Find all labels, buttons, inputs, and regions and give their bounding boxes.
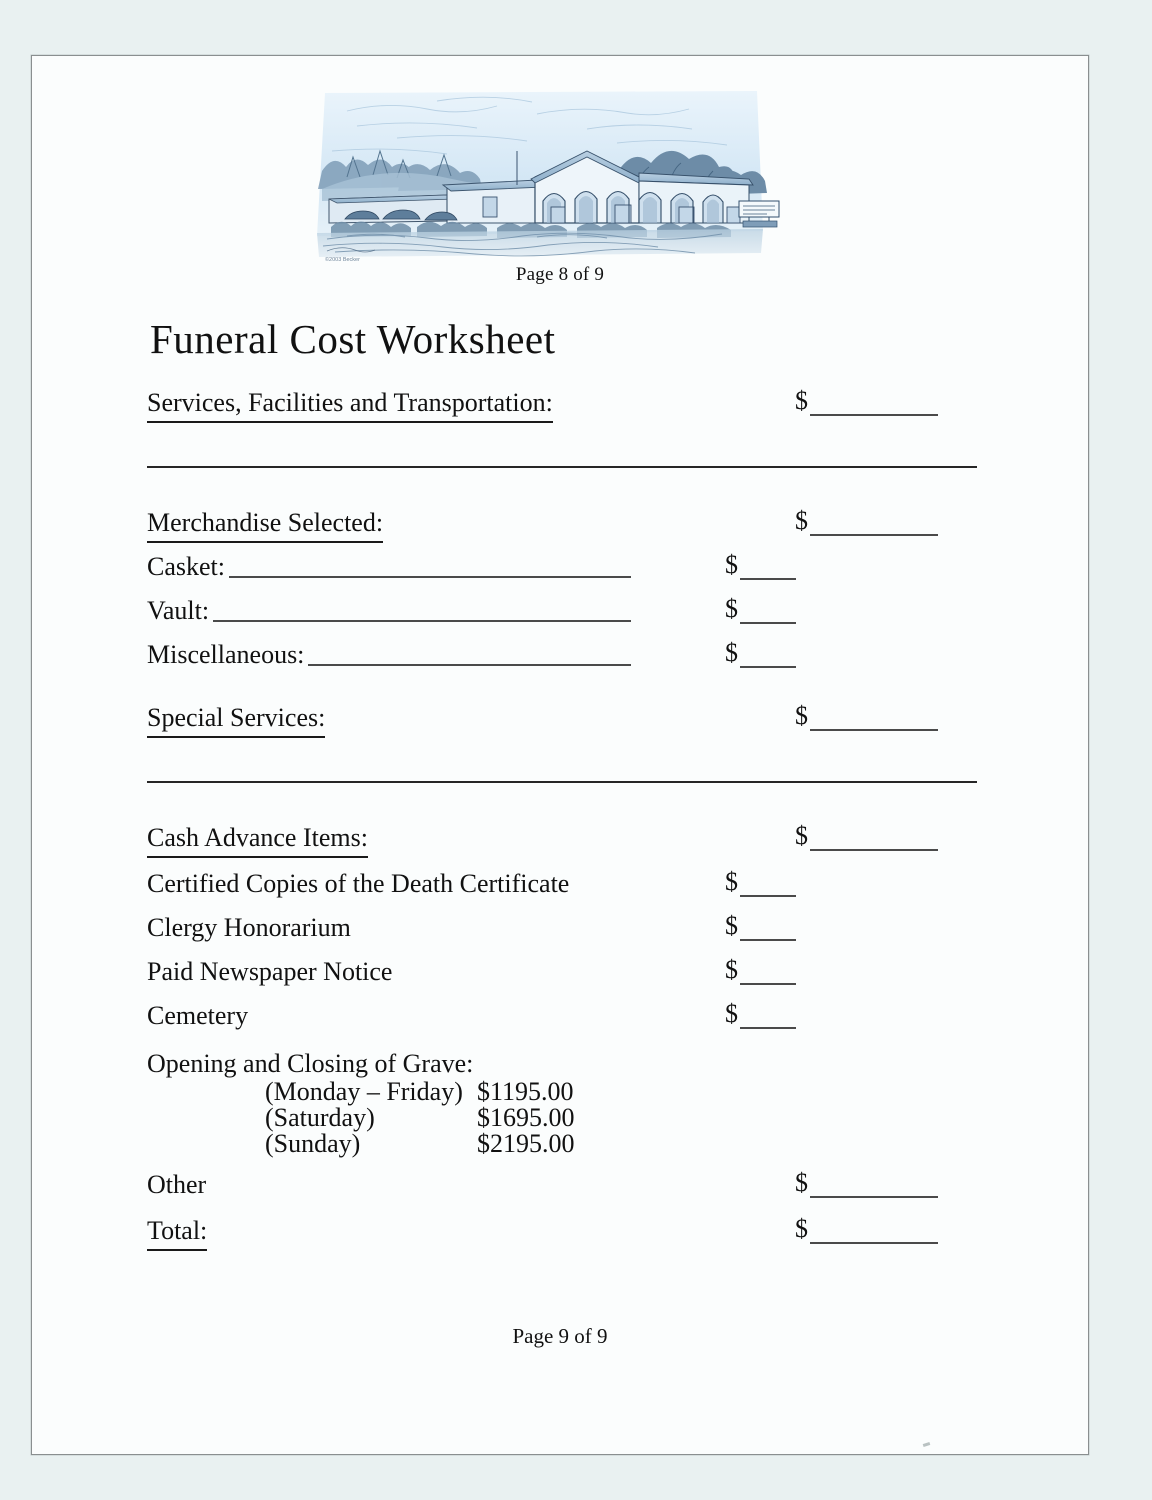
funeral-home-building-illustration-icon bbox=[287, 81, 787, 266]
cemetery-label: Cemetery bbox=[147, 1001, 249, 1030]
services-facilities-transportation-label: Services, Facilities and Transportation: bbox=[147, 386, 553, 423]
merchandise-selected-label: Merchandise Selected: bbox=[147, 506, 383, 543]
amount-blank[interactable] bbox=[740, 869, 796, 897]
grave-rate-list bbox=[265, 1079, 575, 1157]
certified-copies-of-the-death-certificate-row bbox=[147, 867, 1017, 907]
currency-symbol: $ bbox=[725, 638, 738, 667]
grave-rate-day: (Saturday) bbox=[265, 1103, 375, 1132]
cash-advance-items-label: Cash Advance Items: bbox=[147, 821, 368, 858]
currency-symbol: $ bbox=[795, 386, 808, 415]
merchandise-selected-row bbox=[147, 506, 1017, 546]
amount-blank[interactable] bbox=[810, 1216, 938, 1244]
casket-write-in-rule[interactable] bbox=[229, 576, 631, 578]
amount-blank[interactable] bbox=[740, 1001, 796, 1029]
miscellaneous-row bbox=[147, 638, 1017, 678]
currency-symbol: $ bbox=[795, 1214, 808, 1243]
grave-rate-day: (Monday – Friday) bbox=[265, 1077, 463, 1106]
grave-rate-price: $1695.00 bbox=[477, 1103, 575, 1132]
cemetery-row bbox=[147, 999, 1017, 1039]
currency-symbol: $ bbox=[725, 911, 738, 940]
total-label: Total: bbox=[147, 1214, 207, 1251]
paid-newspaper-notice-row bbox=[147, 955, 1017, 995]
grave-rate-price: $1195.00 bbox=[477, 1077, 574, 1106]
grave-rate-row bbox=[265, 1131, 575, 1157]
vault-row bbox=[147, 594, 1017, 634]
services-facilities-transportation-amount-field[interactable] bbox=[795, 386, 938, 416]
page-title: Funeral Cost Worksheet bbox=[150, 316, 556, 363]
paid-newspaper-notice-amount-field[interactable] bbox=[725, 955, 796, 985]
amount-blank[interactable] bbox=[810, 508, 938, 536]
other-amount-field[interactable] bbox=[795, 1168, 938, 1198]
grave-rate-row bbox=[265, 1079, 575, 1105]
grave-rate-row bbox=[265, 1105, 575, 1131]
grave-rate-day: (Sunday) bbox=[265, 1129, 361, 1158]
cemetery-amount-field[interactable] bbox=[725, 999, 796, 1029]
miscellaneous-write-in-rule[interactable] bbox=[308, 664, 631, 666]
currency-symbol: $ bbox=[795, 506, 808, 535]
certified-copies-of-the-death-certificate-amount-field[interactable] bbox=[725, 867, 796, 897]
miscellaneous-amount-field[interactable] bbox=[725, 638, 796, 668]
footer-page-number: Page 9 of 9 bbox=[512, 1324, 608, 1348]
amount-blank[interactable] bbox=[810, 703, 938, 731]
merchandise-selected-amount-field[interactable] bbox=[795, 506, 938, 536]
cash-advance-items-row bbox=[147, 821, 1017, 861]
header-page-number: Page 8 of 9 bbox=[515, 264, 605, 285]
section-divider-1 bbox=[147, 466, 977, 468]
casket-amount-field[interactable] bbox=[725, 550, 796, 580]
casket-row bbox=[147, 550, 1017, 590]
currency-symbol: $ bbox=[725, 594, 738, 623]
total-row bbox=[147, 1214, 1017, 1254]
scan-artifact bbox=[923, 1442, 931, 1447]
special-services-row bbox=[147, 701, 1017, 741]
opening-closing-grave-block bbox=[147, 1049, 575, 1157]
cash-advance-items-amount-field[interactable] bbox=[795, 821, 938, 851]
currency-symbol: $ bbox=[725, 999, 738, 1028]
paid-newspaper-notice-label: Paid Newspaper Notice bbox=[147, 957, 393, 986]
amount-blank[interactable] bbox=[740, 913, 796, 941]
amount-blank[interactable] bbox=[740, 957, 796, 985]
document-page bbox=[31, 55, 1089, 1455]
miscellaneous-label: Miscellaneous: bbox=[147, 640, 305, 669]
casket-label: Casket: bbox=[147, 552, 225, 581]
special-services-amount-field[interactable] bbox=[795, 701, 938, 731]
total-amount-field[interactable] bbox=[795, 1214, 938, 1244]
certified-copies-of-the-death-certificate-label: Certified Copies of the Death Certificate bbox=[147, 869, 570, 898]
clergy-honorarium-label: Clergy Honorarium bbox=[147, 913, 351, 942]
special-services-label: Special Services: bbox=[147, 701, 325, 738]
services-facilities-transportation-row bbox=[147, 386, 1017, 426]
vault-amount-field[interactable] bbox=[725, 594, 796, 624]
currency-symbol: $ bbox=[795, 1168, 808, 1197]
vault-write-in-rule[interactable] bbox=[213, 620, 631, 622]
vault-label: Vault: bbox=[147, 596, 210, 625]
amount-blank[interactable] bbox=[810, 823, 938, 851]
amount-blank[interactable] bbox=[740, 596, 796, 624]
currency-symbol: $ bbox=[725, 550, 738, 579]
other-row bbox=[147, 1168, 1017, 1208]
amount-blank[interactable] bbox=[740, 640, 796, 668]
other-label: Other bbox=[147, 1170, 207, 1199]
amount-blank[interactable] bbox=[740, 552, 796, 580]
svg-text:©2003 Becker: ©2003 Becker bbox=[325, 257, 360, 263]
grave-rate-price: $2195.00 bbox=[477, 1129, 575, 1158]
currency-symbol: $ bbox=[795, 701, 808, 730]
opening-closing-grave-title: Opening and Closing of Grave: bbox=[147, 1049, 474, 1078]
currency-symbol: $ bbox=[725, 955, 738, 984]
page-content bbox=[32, 56, 1088, 1454]
section-divider-2 bbox=[147, 781, 977, 783]
amount-blank[interactable] bbox=[810, 1170, 938, 1198]
amount-blank[interactable] bbox=[810, 388, 938, 416]
clergy-honorarium-amount-field[interactable] bbox=[725, 911, 796, 941]
currency-symbol: $ bbox=[725, 867, 738, 896]
currency-symbol: $ bbox=[795, 821, 808, 850]
clergy-honorarium-row bbox=[147, 911, 1017, 951]
